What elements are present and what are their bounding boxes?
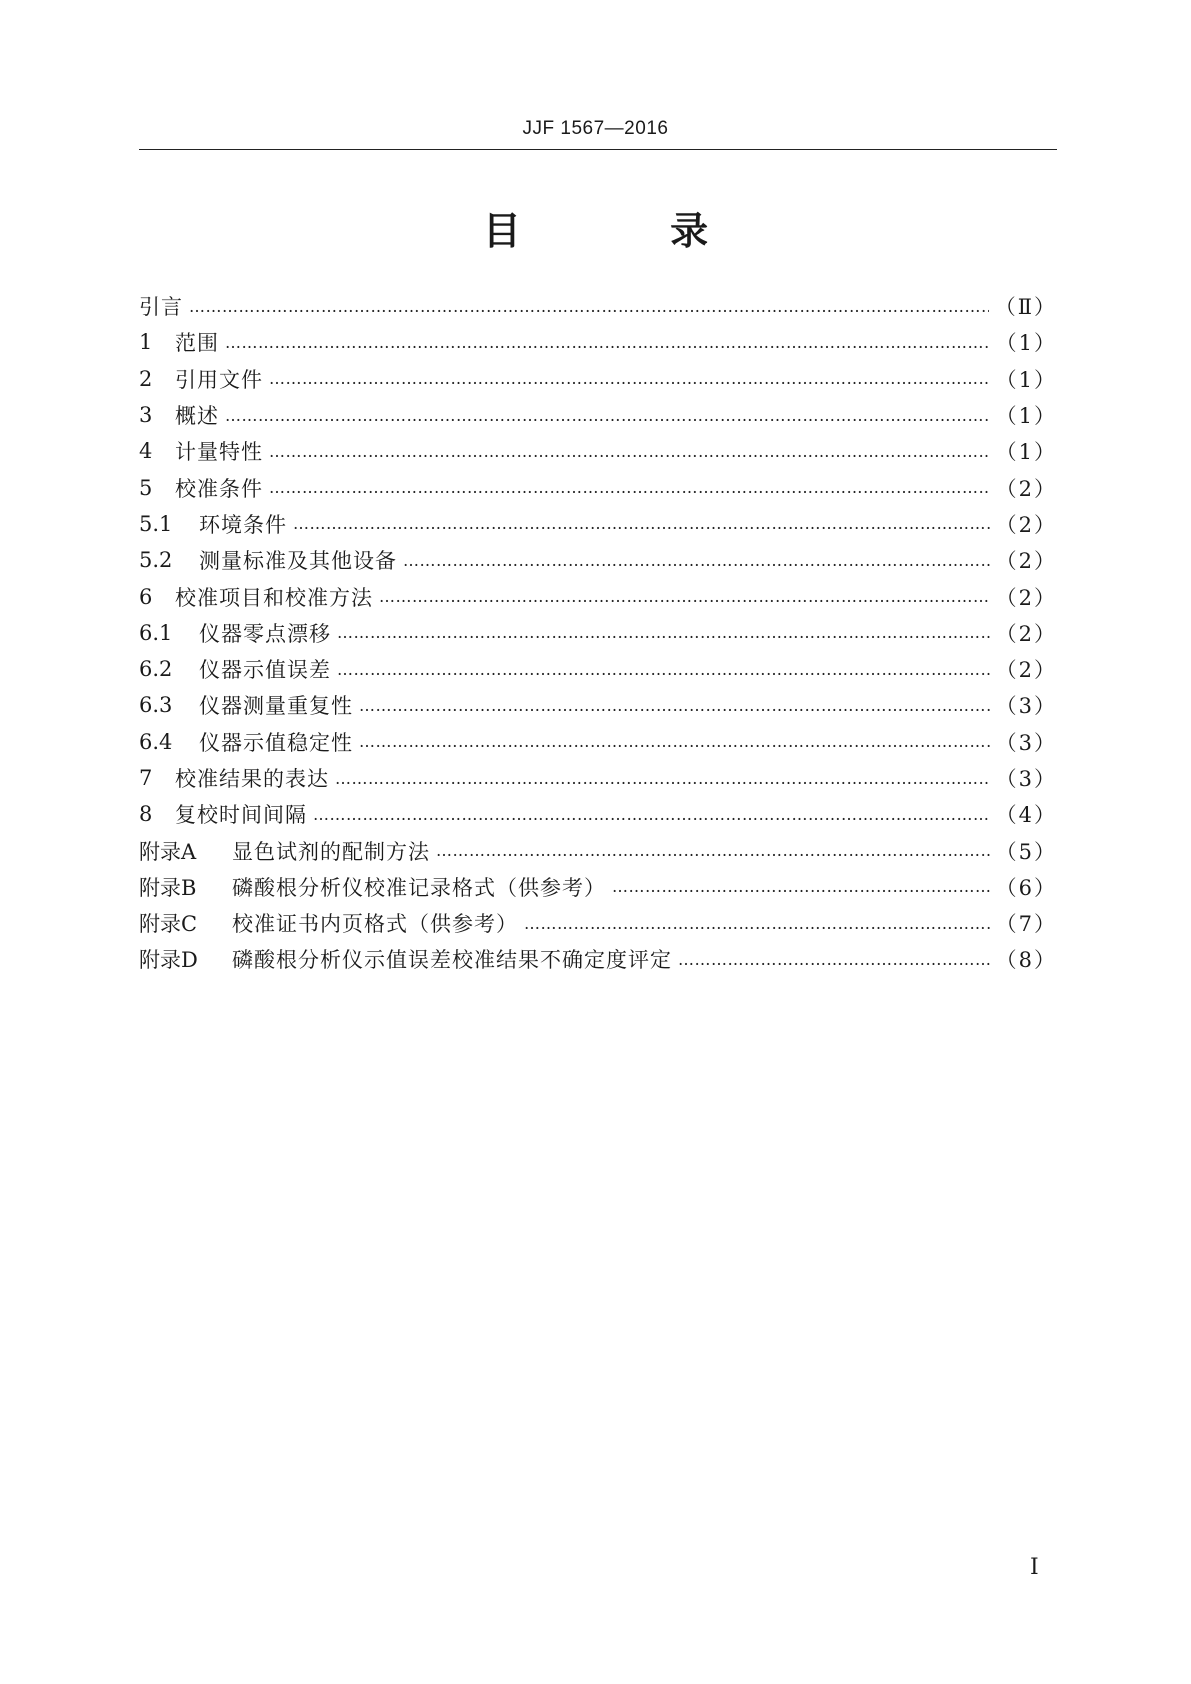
toc-entry-number: 附录B (139, 875, 197, 900)
toc-entry-6-2[interactable] (139, 651, 1057, 687)
toc-entry-label: 校准条件 (175, 476, 263, 501)
toc-leader-dots (225, 333, 990, 352)
toc-entry-page: （2） (995, 585, 1057, 610)
toc-entry-5[interactable] (139, 469, 1057, 505)
toc-entry-label: 仪器零点漂移 (199, 621, 331, 646)
toc-entry-number: 5 (139, 475, 153, 500)
toc-entry-page: （1） (995, 404, 1057, 429)
toc-entry-page: （1） (995, 367, 1057, 392)
toc-entry-page: （5） (995, 839, 1057, 864)
toc-leader-dots (524, 914, 990, 933)
toc-entry-label: 磷酸根分析仪校准记录格式（供参考） (232, 875, 606, 900)
toc-entry-label: 引用文件 (175, 367, 263, 392)
toc-entry-label: 环境条件 (199, 512, 287, 537)
toc-entry-6-3[interactable] (139, 687, 1057, 723)
toc-leader-dots (337, 623, 990, 642)
toc-entry-page: （2） (995, 658, 1057, 683)
toc-entry-number: 附录D (139, 948, 198, 973)
toc-entry-4[interactable] (139, 433, 1057, 469)
toc-entry-label: 引言 (139, 295, 183, 320)
toc-entry-number: 2 (139, 366, 153, 391)
toc-entry-label: 显色试剂的配制方法 (232, 839, 430, 864)
toc-entry-page: （3） (995, 694, 1057, 719)
toc-entry-number: 5.1 (139, 511, 173, 536)
toc-entry-label: 复校时间间隔 (175, 803, 307, 828)
toc-entry-number: 6.3 (139, 693, 173, 718)
toc-entry-1[interactable] (139, 324, 1057, 360)
toc-leader-dots (189, 297, 989, 316)
toc-entry-8[interactable] (139, 796, 1057, 832)
toc-leader-dots (379, 587, 990, 606)
toc-entry-page: （3） (995, 767, 1057, 791)
toc-entry-label: 校准结果的表达 (175, 767, 329, 791)
toc-entry-page: （2） (995, 621, 1057, 646)
toc-entry-label: 范围 (175, 331, 219, 356)
toc-leader-dots (335, 769, 990, 788)
toc-entry-page: （1） (995, 331, 1057, 356)
toc-entry-label: 计量特性 (175, 440, 263, 465)
toc-entry-label: 仪器示值误差 (199, 658, 331, 683)
standard-code: JJF 1567—2016 (522, 118, 669, 139)
toc-entry-page: （3） (995, 730, 1057, 755)
page-title: 目 录 (482, 209, 777, 253)
toc-entry-page: （Ⅱ） (994, 295, 1057, 320)
toc-leader-dots (269, 478, 990, 497)
toc-entry-number: 1 (139, 330, 153, 355)
toc-entry-page: （4） (995, 803, 1057, 828)
toc-entry-number: 4 (139, 439, 153, 464)
toc-entry-page: （7） (995, 912, 1057, 937)
toc-entry-label: 磷酸根分析仪示值误差校准结果不确定度评定 (232, 948, 672, 973)
toc-leader-dots (337, 660, 990, 679)
toc-entry-number: 7 (139, 766, 153, 790)
toc-entry-page: （6） (995, 875, 1057, 900)
toc-entry-6-1[interactable] (139, 615, 1057, 651)
page-folio: Ⅰ (1030, 1555, 1039, 1580)
toc-entry-page: （1） (995, 440, 1057, 465)
toc-entry-number: 3 (139, 403, 153, 428)
toc-entry-2[interactable] (139, 361, 1057, 397)
toc-leader-dots (225, 406, 990, 425)
toc-leader-dots (313, 805, 990, 824)
toc-entry-number: 6.1 (139, 620, 173, 645)
toc-leader-dots (359, 732, 990, 751)
toc-entry-appendix-c[interactable] (139, 905, 1057, 941)
toc-entry-label: 校准证书内页格式（供参考） (232, 912, 518, 937)
toc-leader-dots (359, 696, 990, 715)
toc-leader-dots (269, 369, 990, 388)
toc-leader-dots (436, 841, 990, 860)
toc-entry-page: （2） (995, 549, 1057, 574)
toc-entry-page: （2） (995, 512, 1057, 537)
toc-entry-number: 6 (139, 584, 153, 609)
toc-entry-6-4[interactable] (139, 724, 1057, 760)
toc-leader-dots (678, 950, 990, 969)
toc-entry-appendix-a[interactable] (139, 832, 1057, 868)
toc-entry-number: 6.2 (139, 657, 173, 682)
toc-entry-number: 附录A (139, 839, 197, 864)
toc-entry-label: 校准项目和校准方法 (175, 585, 373, 610)
table-of-contents (139, 288, 1057, 978)
toc-entry-7[interactable] (139, 760, 1057, 796)
toc-leader-dots (612, 877, 990, 896)
toc-leader-dots (403, 551, 990, 570)
toc-entry-appendix-d[interactable] (139, 941, 1057, 977)
toc-entry-number: 附录C (139, 912, 198, 937)
toc-entry-label: 仪器示值稳定性 (199, 730, 353, 755)
toc-entry-number: 8 (139, 802, 153, 827)
toc-entry-6[interactable] (139, 578, 1057, 614)
toc-entry-page: （8） (995, 948, 1057, 973)
toc-entry-number: 5.2 (139, 548, 173, 573)
toc-entry-number: 6.4 (139, 729, 173, 754)
header-rule (139, 149, 1057, 150)
toc-entry-intro[interactable] (139, 288, 1057, 324)
toc-entry-label: 测量标准及其他设备 (199, 549, 397, 574)
toc-entry-label: 概述 (175, 404, 219, 429)
toc-entry-page: （2） (995, 476, 1057, 501)
toc-entry-5-2[interactable] (139, 542, 1057, 578)
toc-leader-dots (293, 514, 990, 533)
toc-leader-dots (269, 442, 990, 461)
toc-entry-appendix-b[interactable] (139, 869, 1057, 905)
toc-entry-label: 仪器测量重复性 (199, 694, 353, 719)
toc-entry-5-1[interactable] (139, 506, 1057, 542)
toc-entry-3[interactable] (139, 397, 1057, 433)
